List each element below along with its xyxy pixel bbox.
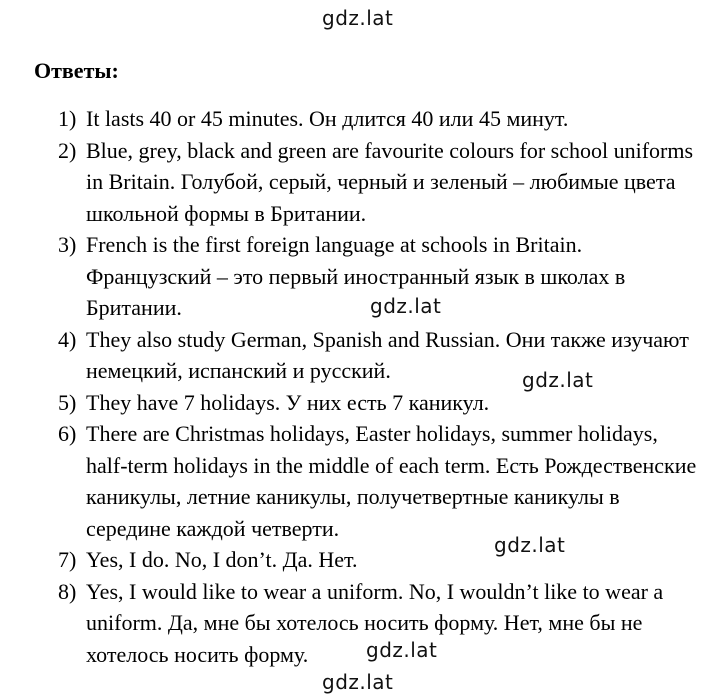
item-text: They have 7 holidays. У них есть 7 каникул.: [86, 389, 490, 415]
item-number: 5): [58, 389, 77, 415]
item-number: 2): [58, 137, 77, 163]
watermark: gdz.lat: [322, 670, 394, 694]
item-text: It lasts 40 or 45 minutes. Он длится 40 или 45 минут.: [86, 106, 569, 131]
watermark: gdz.lat: [366, 638, 438, 662]
item-number: 3): [58, 232, 77, 257]
item-text: Yes, I do. No, I don’t. Да. Нет.: [86, 547, 358, 572]
list-item: [0, 229, 720, 324]
list-item: [0, 324, 720, 387]
watermark: gdz.lat: [522, 368, 594, 392]
item-number: 6): [58, 421, 77, 446]
watermark: gdz.lat: [370, 294, 442, 318]
item-text: Yes, I would like to wear a uniform. No, I wouldn’t like to wear a uniform. Да, мне бы хотелось носить форму. Нет, мне бы не хотелось носить форму.: [86, 578, 664, 667]
list-item: [0, 103, 720, 135]
item-text: There are Christmas holidays, Easter holidays, summer holidays, half-term holidays in the middle of each term. Есть Рождественские каникулы, летние каникулы, получетвертные каникулы в середине каждой четверти.: [86, 421, 697, 541]
item-number: 4): [58, 326, 77, 352]
list-item: [0, 418, 720, 544]
item-number: 8): [58, 578, 77, 604]
item-text: They also study German, Spanish and Russian. Они также изучают немецкий, испанский и русский.: [86, 326, 689, 383]
watermark: gdz.lat: [494, 533, 566, 557]
list-item: [0, 135, 720, 230]
list-item: [0, 544, 720, 576]
watermark: gdz.lat: [322, 6, 394, 30]
item-number: 1): [58, 106, 77, 131]
list-item: [0, 576, 720, 671]
item-text: Blue, grey, black and green are favourite colours for school uniforms in Britain. Голубой, серый, черный и зеленый – любимые цвета школьной формы в Британии.: [86, 137, 694, 226]
list-item: [0, 387, 720, 419]
item-number: 7): [58, 547, 77, 572]
answers-heading: Ответы:: [34, 58, 119, 83]
item-text: French is the first foreign language at schools in Britain. Французский – это первый иностранный язык в школах в Британии.: [86, 232, 626, 320]
answer-list: [0, 103, 720, 670]
